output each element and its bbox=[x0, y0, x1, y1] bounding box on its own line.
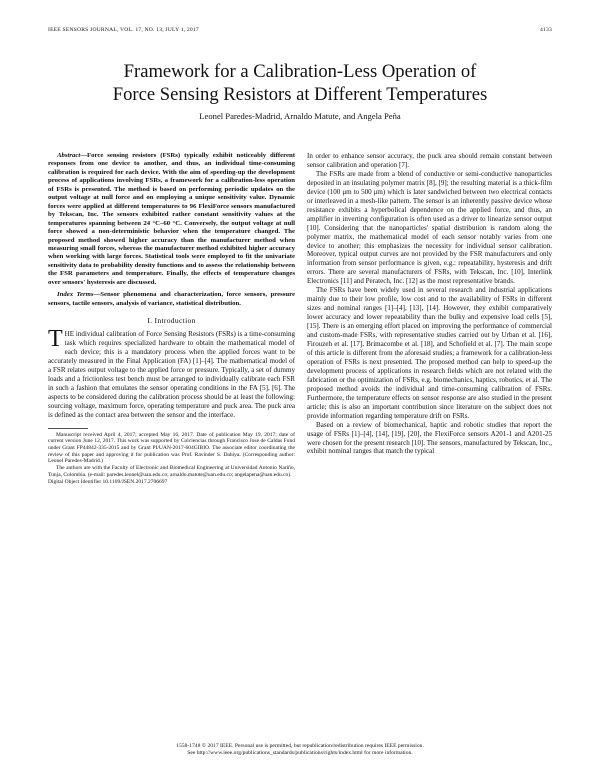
right-column bbox=[307, 152, 552, 456]
right-paragraph-2: The FSRs have been widely used in several research and industrial applications mainly due to their low profile, low cost and to the availability of FSRs in different sizes and nominal ranges [1]–[4], [13], [14]. However, they exhibit comparatively lower accuracy and lower repeatability than the bulky and expensive load cells [5], [15]. There is an emerging effort placed on improving the performance of commercial and custom-made FSRs, with representative studies carried out by Urban et al. [16], Firouzeh et al. [17], Brimacombe et al. [18], and Schofield et al. [7]. The main scope of this article is different from the aforesaid studies; a framework for a calibration-less operation of FSRs is next presented. The proposed method can help to speed-up the development process of applications in research fields which are not related with the fabrication or the optimization of FSRs, e.g. biomechanics, haptics, robotics, et al. The proposed method avoids the individual and time-consuming calibration of FSRs. Furthermore, the temperature effects on sensor response are also studied in the present article; this is also an important contribution since literature on the subject does not provide information regarding temperature drift on FSRs. bbox=[307, 286, 552, 420]
running-header bbox=[48, 27, 552, 37]
intro-text: individual calibration of Force Sensing Resistors (FSRs) is a time-consuming task which requires specialized hardware to obtain the mathematical model of each device; this is a mandatory process when the applied forces want to be accurately measured in the Final Application (FA) [1]–[4]. The mathematical model of a FSR relates output voltage to the applied force or pressure. Typically, a set of dummy loads and a frictionless test bench must be arranged to individually calibrate each FSR in such a fashion that emulates the sensor operating conditions in the FA [5], [6]. The aspects to be considered during the calibration process should be at least the following: sourcing voltage, maximum force, operating temperature and puck area. The puck area is defined as the contact area between the sensor and the interface. bbox=[48, 330, 295, 419]
footnote-doi: Digital Object Identifier 10.1109/JSEN.2017.2706697 bbox=[48, 478, 168, 485]
footnote-manuscript: Manuscript received April 4, 2017; accepted May 16, 2017. Date of publication May 19, 2017; date of current version June 12, 2017. This work was supported by Colciencias through Francisco Jose de Caldas Fund under Grant FP44842-335-2015 and by Grant PI/UAN-2017-604GIBIO. The associate editor coordinating the review of this paper and approving it for publication was Prof. Ravinder S. Dahiya. (Corresponding author: Leonel Paredes-Madrid.) bbox=[48, 431, 295, 465]
copyright-line: 1558-1748 © 2017 IEEE. Personal use is permitted, but republication/redistribution requires IEEE permission. bbox=[176, 743, 424, 749]
title-line-1: Framework for a Calibration-Less Operation of bbox=[123, 61, 477, 82]
copyright-footer bbox=[40, 743, 560, 758]
abstract-text: —Force sensing resistors (FSRs) typically exhibit noticeably different responses from one device to another, and thus, an individual time-consuming calibration is required for each device. With the aim of speeding-up the development process of applications involving FSRs, a framework for a calibration-less operation of FSRs is presented. The method is based on performing periodic updates on the output voltage at null force and on employing a unique sensitivity value. Dynamic forces were applied at different temperatures to 96 FlexiForce sensors manufactured by Tekscan, Inc. The sensors exhibited rather constant sensitivity values at the temperatures spanning between 24 °C–60 °C. Conversely, the output voltage at null force showed a non-deterministic behavior when the temperature changed. The proposed method showed higher accuracy than the manufacturer method when measuring small forces, whereas the manufacturer method exhibited higher accuracy when working with large forces. Statistical tools were employed to fit the univariate sensitivity data to probability density functions and to assess the relationship between the FSR parameters and temperature. Finally, the effects of temperature changes over sensors' hysteresis are discussed. bbox=[48, 152, 295, 286]
footnote-affiliation: The authors are with the Faculty of Electronic and Biomedical Engineering at Universidad Antonio Nariño, Tunja, Colombia. (e-mail: paredes.leonel@uan.edu.co; arnaldo.matute@uan.edu.co; angelapena@uan.edu.co). bbox=[48, 465, 295, 478]
footnote-divider bbox=[48, 428, 88, 429]
abstract bbox=[48, 152, 295, 287]
index-terms-label: Index Terms bbox=[57, 291, 94, 299]
right-paragraph-1: The FSRs are made from a blend of conductive or semi-conductive nanoparticles deposited in an insulating polymer matrix [8], [9]; the resulting material is a thick-film device (100 μm to 500 μm) which is later sandwiched between two electrical contacts or interleaved in a mesh-like pattern. The sensor is an inherently passive device whose resistance exhibits a hyperbolical dependence on the applied force, and thus, an amplifier in inverting configuration is often used as a driver to linearize sensor output [10]. Considering that the nanoparticles' spatial distribution is random along the polymer matrix, the mathematical model of each sensor notably varies from one device to another; this emphasizes the necessity for individual sensor calibration. Moreover, typical output curves are not provided by the FSR manufacturers and only information from sensor performance is given, e.g.: repeatability, hysteresis and drift errors. There are several manufacturers of FSRs, with Tekscan, Inc. [10], Interlink Electronics [11] and Peratech, Inc. [12] as the most representative brands. bbox=[307, 169, 552, 286]
right-paragraph-0: In order to enhance sensor accuracy, the puck area should remain constant between sensor calibration and operation [7]. bbox=[307, 152, 552, 169]
intro-paragraph bbox=[48, 326, 295, 420]
page-number: 4133 bbox=[540, 27, 552, 33]
journal-citation: IEEE SENSORS JOURNAL, VOL. 17, NO. 13, JULY 1, 2017 bbox=[48, 27, 199, 33]
drop-cap: T bbox=[48, 326, 63, 353]
intro-first-word: HE bbox=[64, 330, 75, 339]
author-list: Leonel Paredes-Madrid, Arnaldo Matute, and Angela Peña bbox=[199, 111, 401, 121]
rights-link-line: See http://www.ieee.org/publications_standards/publications/rights/index.html for more information. bbox=[187, 750, 413, 757]
abstract-label: Abstract bbox=[57, 152, 81, 159]
paper-title bbox=[40, 60, 560, 106]
title-line-2: Force Sensing Resistors at Different Temperatures bbox=[112, 84, 488, 105]
index-terms-text: —Sensor phenomena and characterization, force sensors, pressure sensors, tactile sensors, analysis of variance, statistical distribution. bbox=[48, 291, 295, 307]
index-terms bbox=[48, 291, 295, 308]
left-column bbox=[48, 152, 295, 485]
right-paragraph-3: Based on a review of biomechanical, haptic and robotic studies that report the usage of FSRs [1]–[4], [14], [19], [20], the FlexiForce sensors A201-1 and A201-25 were chosen for the present research [10]. The sensors, manufactured by Tekscan, Inc., exhibit nominal ranges that match the typical bbox=[307, 420, 552, 456]
section-heading-introduction: I. Introduction bbox=[147, 316, 196, 326]
